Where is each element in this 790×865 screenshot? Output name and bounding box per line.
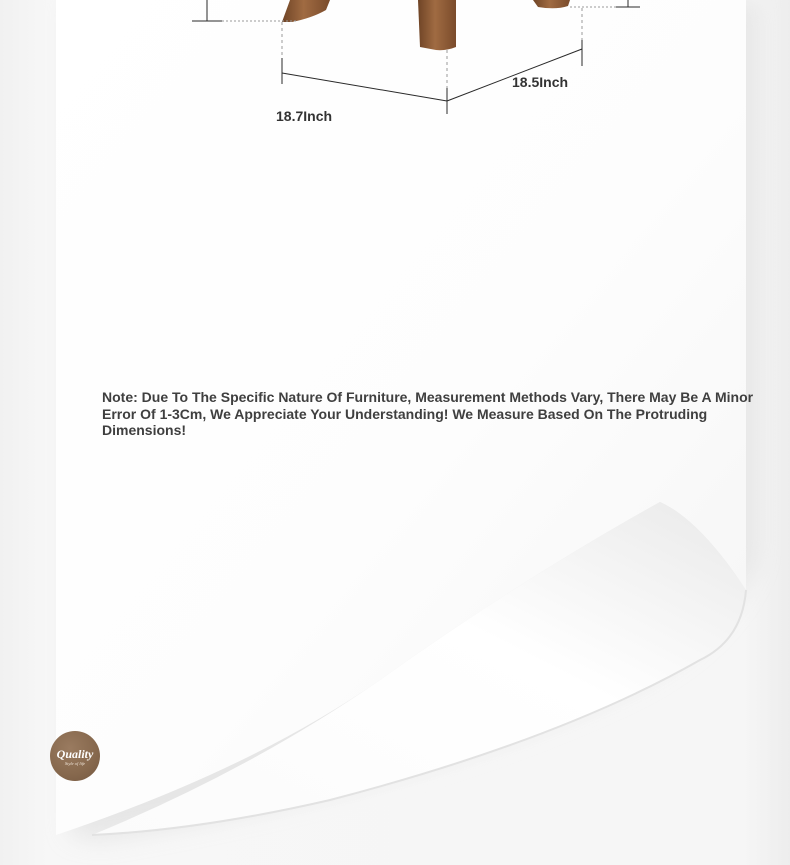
brand-logo — [50, 731, 100, 781]
depth-dimension-label: 18.5Inch — [512, 74, 569, 90]
measurement-note: Note: Due To The Specific Nature Of Furniture, Measurement Methods Vary, There May Be A Minor Error Of 1-3Cm, We Appreciate Your Understanding! We Measure Based On The Protruding Dimensions! — [102, 389, 754, 438]
svg-text:Style of life: Style of life — [64, 761, 86, 766]
svg-text:Quality: Quality — [56, 747, 94, 761]
width-dimension-label: 18.7Inch — [276, 108, 333, 124]
quality-logo-mark — [50, 731, 100, 781]
